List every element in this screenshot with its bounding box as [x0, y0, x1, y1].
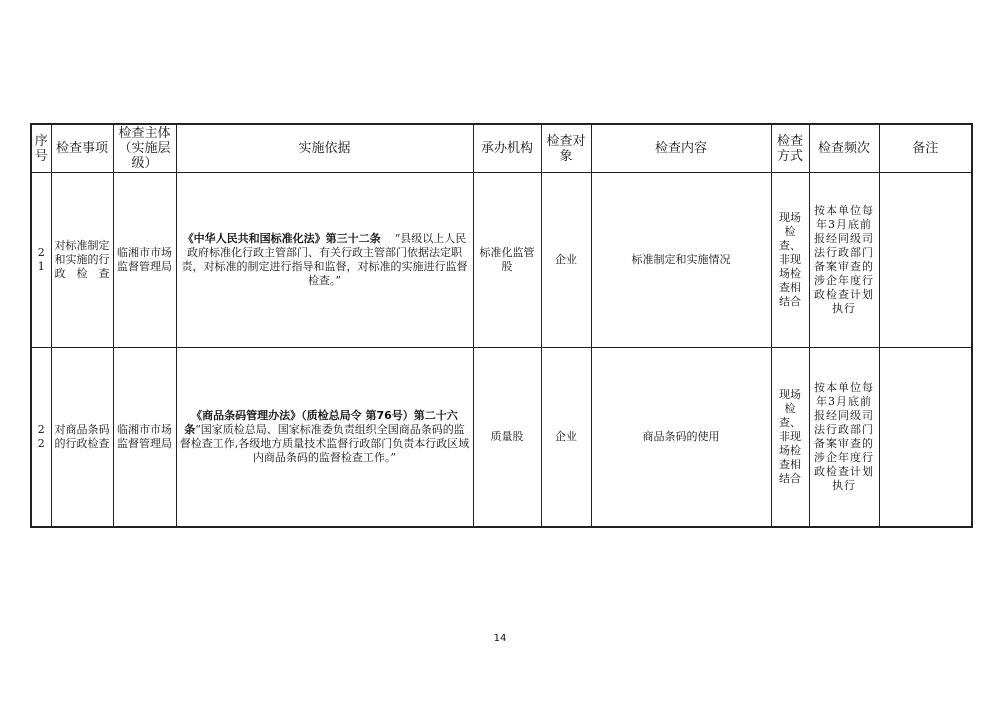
row-remark [879, 173, 972, 348]
row-basis [176, 348, 473, 528]
table-row [31, 173, 972, 348]
header-item: 检查事项 [51, 124, 113, 173]
row-seq: 21 [31, 173, 51, 348]
basis-text: “国家质检总局、国家标准委负责组织全国商品条码的监督检查工作,各级地方质量技术监督行政部门负责本行政区域内商品条码的监督检查工作。” [179, 423, 470, 464]
header-target: 检查对象 [541, 124, 591, 173]
row-subject: 临湘市市场监督管理局 [113, 348, 176, 528]
basis-title: 《商品条码管理办法》（质检总局令 第76号）第二十六条 [184, 409, 458, 436]
row-item: 对标准制定和实施的行政检查 [51, 173, 113, 348]
row-remark [879, 348, 972, 528]
header-org: 承办机构 [473, 124, 541, 173]
header-remark: 备注 [879, 124, 972, 173]
row-method: 现场检查、非现场检查相结合 [771, 173, 809, 348]
header-subject: 检查主体（实施层级） [113, 124, 176, 173]
row-subject: 临湘市市场监督管理局 [113, 173, 176, 348]
inspection-table [30, 123, 973, 528]
row-frequency: 按本单位每年3月底前报经同级司法行政部门备案审查的涉企年度行政检查计划执行 [809, 348, 879, 528]
header-basis: 实施依据 [176, 124, 473, 173]
table-header-row [31, 124, 972, 173]
header-seq: 序号 [31, 124, 51, 173]
row-target: 企业 [541, 173, 591, 348]
row-org: 质量股 [473, 348, 541, 528]
row-seq: 22 [31, 348, 51, 528]
row-target: 企业 [541, 348, 591, 528]
table-row [31, 348, 972, 528]
row-item: 对商品条码的行政检查 [51, 348, 113, 528]
row-method: 现场检查、非现场检查相结合 [771, 348, 809, 528]
row-frequency: 按本单位每年3月底前报经同级司法行政部门备案审查的涉企年度行政检查计划执行 [809, 173, 879, 348]
header-frequency: 检查频次 [809, 124, 879, 173]
basis-title: 《中华人民共和国标准化法》第三十二条 [182, 232, 381, 245]
row-content: 商品条码的使用 [591, 348, 771, 528]
row-content: 标准制定和实施情况 [591, 173, 771, 348]
header-method: 检查方式 [771, 124, 809, 173]
page-number: 14 [493, 633, 507, 644]
row-org: 标准化监管股 [473, 173, 541, 348]
basis-text: “县级以上人民政府标准化行政主管部门、有关行政主管部门依据法定职责，对标准的制定进行指导和监督，对标准的实施进行监督检查。” [181, 232, 468, 287]
row-basis [176, 173, 473, 348]
header-content: 检查内容 [591, 124, 771, 173]
